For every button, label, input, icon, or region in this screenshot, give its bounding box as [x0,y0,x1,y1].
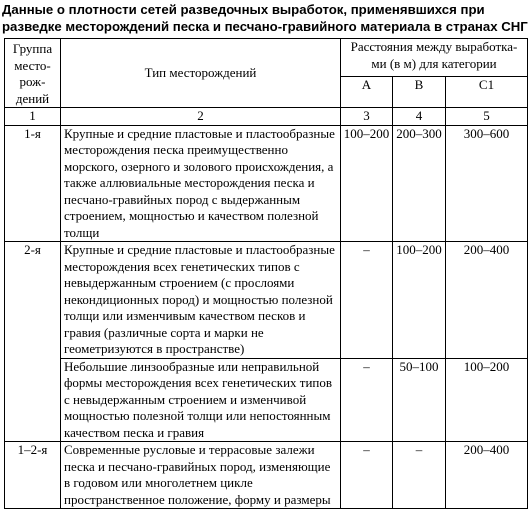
row-category-b: – [393,442,446,509]
header-group: Группа место-рож-дений [5,39,61,108]
column-number: 3 [341,108,393,126]
row-type: Небольшие линзообразные или неправильной формы месторождения всех генетических типов с невыдержанным строением и изменчивой мощностью полезной толщи или непостоянным качеством песка и гравия [61,358,341,442]
row-group: 1-я [5,125,61,242]
row-category-c1: 200–400 [446,242,528,359]
header-category-b: В [393,77,446,108]
column-numbers-row [5,108,528,126]
row-category-a: – [341,442,393,509]
row-category-c1: 300–600 [446,125,528,242]
column-number: 5 [446,108,528,126]
header-category-a: А [341,77,393,108]
row-category-c1: 100–200 [446,358,528,442]
table-row [5,125,528,242]
row-type: Крупные и средние пластовые и пластообразные месторождения песка преимущественно морского, озерного и золового происхождения, а также аллювиальные месторождения песка и песчано-гравийных пород с выдержанным строением, мощностью и качеством полезной толщи [61,125,341,242]
header-category-c1: С1 [446,77,528,108]
row-category-b: 100–200 [393,242,446,359]
column-number: 2 [61,108,341,126]
header-distance: Расстояния между выработка-ми (в м) для категории [341,39,528,77]
table-row [5,442,528,509]
header-type: Тип месторождений [61,39,341,108]
table-row [5,242,528,359]
row-type: Современные русловые и террасовые залежи песка и песчано-гравийных пород, изменяющие в годовом или многолетнем цикле пространственное положение, форму и размеры [61,442,341,509]
table-row [5,358,528,442]
column-number: 1 [5,108,61,126]
row-category-a: – [341,358,393,442]
row-category-c1: 200–400 [446,442,528,509]
row-group: 2-я [5,242,61,442]
row-type: Крупные и средние пластовые и пластообразные месторождения всех генетических типов с невыдержанным строением (с прослоями некондиционных пород) и мощностью полезной толщи или изменчивым качеством песков и гравия (различные сорта и марки не геометризуются в пространстве) [61,242,341,359]
column-number: 4 [393,108,446,126]
document-title: Данные о плотности сетей разведочных выработок, применявшихся при разведке месторождений песка и песчано-гравийного материала в странах СНГ [2,2,528,34]
row-category-b: 50–100 [393,358,446,442]
row-category-a: 100–200 [341,125,393,242]
row-category-b: 200–300 [393,125,446,242]
row-group: 1–2-я [5,442,61,509]
row-category-a: – [341,242,393,359]
header-row [5,39,528,77]
exploration-density-table [4,38,528,509]
